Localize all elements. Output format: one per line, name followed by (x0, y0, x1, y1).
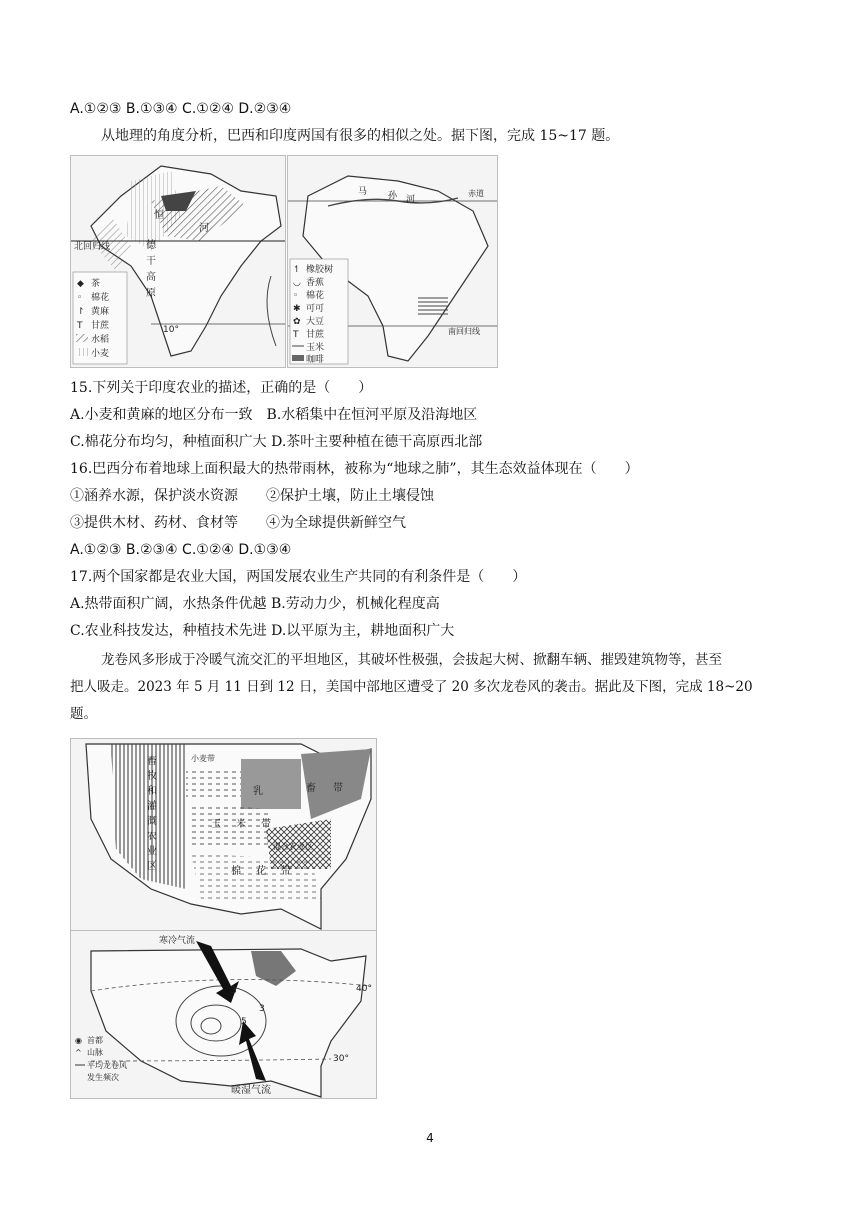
intro-18-20-line2: 把人吸走。2023 年 5 月 11 日到 12 日，美国中部地区遭受了 20 多次龙卷风的袭击。据此及下图，完成 18~20 (70, 679, 753, 695)
usa-map-label: 区 (147, 861, 157, 872)
legend-item: 可可 (306, 304, 325, 314)
usa-map-label: 畜 (306, 783, 316, 794)
q15-options-cd: C.棉花分布均匀，种植面积广大 D.茶叶主要种植在德干高原西北部 (70, 434, 483, 450)
svg-text:T: T (293, 330, 299, 340)
brazil-map-label: 南回归线 (448, 327, 480, 336)
usa-map-label: 米 (236, 819, 246, 830)
brazil-agriculture-map (287, 155, 498, 368)
svg-text:◆: ◆ (77, 279, 84, 289)
brazil-map-label: 河 (406, 195, 416, 205)
svg-text:✿: ✿ (293, 317, 301, 327)
legend-item: 棉花 (306, 291, 325, 301)
svg-text:◦: ◦ (293, 291, 299, 301)
svg-text:✱: ✱ (293, 304, 301, 314)
q16-options: A.①②③ B.②③④ C.①②④ D.①③④ (70, 542, 292, 558)
intro-18-20-line3: 题。 (70, 706, 97, 722)
tornado-map-label: 3 (231, 986, 237, 996)
svg-text:^: ^ (75, 1048, 82, 1057)
tornado-map-label: 40° (356, 984, 372, 994)
legend-item: 首都 (87, 1036, 103, 1045)
legend-item: 香蕉 (306, 278, 325, 288)
legend-item: 大豆 (306, 317, 325, 327)
q17-options-cd: C.农业科技发达，种植技术先进 D.以平原为主，耕地面积广大 (70, 623, 455, 639)
tornado-map-label: 寒冷气流 (159, 936, 196, 946)
india-map-label: 德 (146, 240, 156, 251)
legend-item: 小麦 (91, 349, 110, 359)
legend-item: 发生频次 (87, 1073, 119, 1082)
legend-item: 橡胶树 (306, 265, 334, 275)
tornado-map-label: 暖湿气流 (231, 1085, 271, 1096)
usa-map-label: 溉 (147, 816, 157, 827)
intro-15-17: 从地理的角度分析，巴西和印度两国有很多的相似之处。据下图，完成 15~17 题。 (101, 128, 620, 144)
usa-map-label: 玉 (211, 819, 221, 830)
usa-map-label: 业 (147, 846, 157, 857)
brazil-map-label: 孙 (388, 191, 398, 201)
india-map-label: 干 (146, 256, 156, 267)
legend-item: 山脉 (87, 1048, 103, 1057)
india-map-label: 高 (146, 272, 156, 283)
tornado-map-label: 5 (241, 1017, 247, 1027)
legend-item: 平均龙卷风 (87, 1061, 127, 1070)
svg-text:◦: ◦ (77, 293, 83, 303)
usa-map-label: 带 (333, 783, 343, 794)
usa-map-label: 带 (261, 819, 271, 830)
q16-statements-12: ①涵养水源，保护淡水资源 ②保护土壤，防止土壤侵蚀 (70, 488, 434, 504)
q14-options: A.①②③ B.①③④ C.①②④ D.②③④ (70, 101, 292, 117)
usa-map-label: 带 (281, 866, 291, 877)
q15: 15.下列关于印度农业的描述，正确的是（ ） (70, 380, 373, 396)
india-map-label: 原 (146, 288, 156, 299)
page-number: 4 (426, 1131, 434, 1145)
brazil-map-legend (290, 259, 348, 365)
usa-map-label: 乳 (253, 786, 263, 797)
legend-item: 黄麻 (91, 307, 110, 317)
india-map-label: 10° (163, 325, 179, 335)
india-agriculture-map (70, 155, 286, 368)
india-map-label: 恒 (154, 210, 164, 221)
intro-18-20-line1: 龙卷风多形成于冷暖气流交汇的平坦地区，其破坏性极强，会拔起大树、掀翻车辆、摧毁建筑物等，甚至 (101, 652, 722, 668)
usa-agricultural-regions-map (70, 738, 377, 932)
svg-text:T: T (77, 321, 83, 331)
tornado-map-label: 30° (333, 1054, 349, 1064)
legend-item: 棉花 (91, 293, 110, 303)
svg-text:↿: ↿ (293, 265, 301, 275)
usa-map-label: 灌 (147, 801, 157, 812)
usa-map-label: 花 (256, 866, 266, 877)
usa-tornado-frequency-map (70, 930, 377, 1099)
legend-item: 玉米 (306, 343, 325, 353)
usa-map-label: 畜 (147, 756, 157, 767)
usa-map-label: 棉 (231, 866, 241, 877)
legend-item: 茶 (91, 279, 101, 289)
svg-text:◉: ◉ (75, 1036, 82, 1045)
usa-map-label: 农 (147, 831, 157, 842)
legend-item: 咖啡 (306, 355, 325, 365)
usa-map-label: 和 (147, 786, 157, 797)
q16-statements-34: ③提供木材、药材、食材等 ④为全球提供新鲜空气 (70, 515, 406, 531)
brazil-map-label: 马 (358, 187, 368, 197)
legend-item: 水稻 (91, 335, 110, 345)
svg-text:↾: ↾ (77, 307, 85, 317)
svg-text:◡: ◡ (293, 278, 301, 288)
india-map-label: 北回归线 (74, 242, 111, 252)
q15-options-ab: A.小麦和黄麻的地区分布一致 B.水稻集中在恒河平原及沿海地区 (70, 407, 478, 423)
legend-item: 甘蔗 (306, 330, 325, 340)
q17: 17.两个国家都是农业大国，两国发展农业生产共同的有利条件是（ ） (70, 569, 527, 585)
india-map-legend (73, 272, 127, 364)
usa-map-label: 混合农业区 (273, 842, 313, 851)
brazil-map-label: 赤道 (468, 189, 484, 198)
usa-map-label: 牧 (147, 771, 157, 782)
q17-options-ab: A.热带面积广阔，水热条件优越 B.劳动力少，机械化程度高 (70, 596, 440, 612)
legend-item: 甘蔗 (91, 321, 110, 331)
tornado-map-label: 3 (259, 1004, 265, 1014)
q16: 16.巴西分布着地球上面积最大的热带雨林，被称为“地球之肺”，其生态效益体现在（ ） (70, 461, 639, 477)
usa-map-label: 小麦带 (191, 754, 215, 763)
india-map-label: 河 (199, 223, 209, 234)
